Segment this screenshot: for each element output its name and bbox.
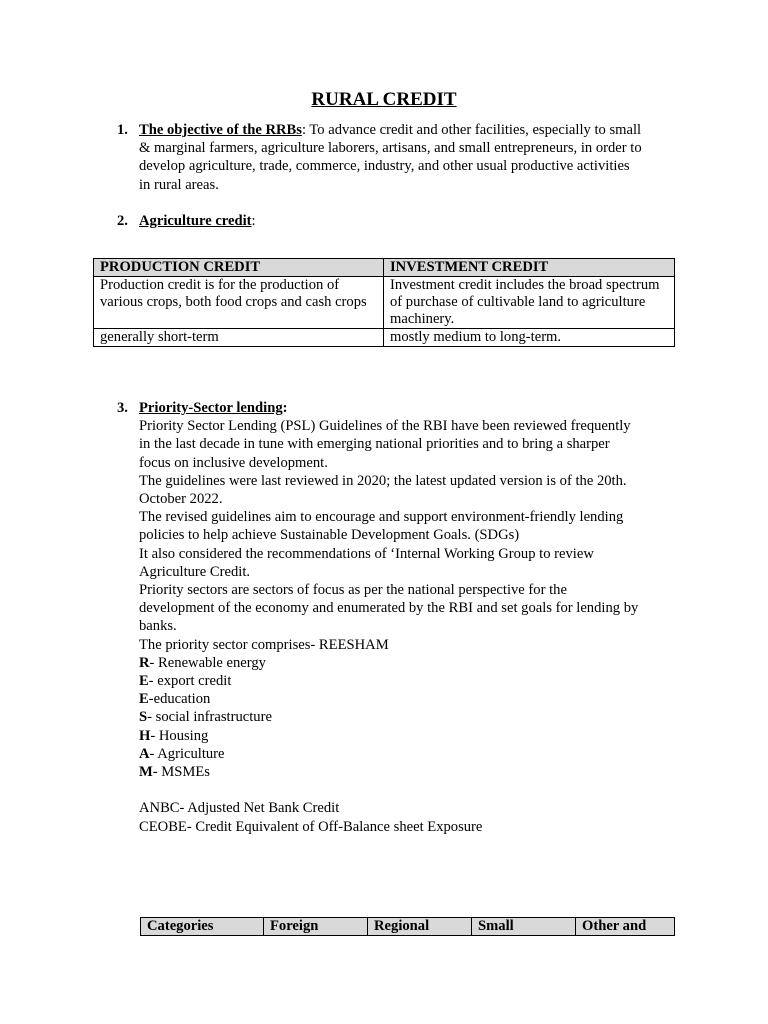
table-header-cell: Foreign <box>264 918 368 936</box>
reesham-text: - MSMEs <box>152 764 210 781</box>
abbreviation-line: ANBC- Adjusted Net Bank Credit <box>139 800 340 817</box>
reesham-item <box>139 727 679 745</box>
reesham-item <box>139 708 679 726</box>
paragraph-line: policies to help achieve Sustainable Development Goals. (SDGs) <box>139 527 520 544</box>
reesham-letter: H <box>139 727 151 744</box>
credit-table <box>93 258 675 347</box>
paragraph-line: Agriculture Credit. <box>139 563 251 580</box>
paragraph-line: : To advance credit and other facilities, especially to small <box>301 122 642 138</box>
table-row <box>94 329 675 347</box>
reesham-letter: E <box>139 673 149 690</box>
page-title: RURAL CREDIT <box>311 89 457 110</box>
table-row <box>94 277 675 329</box>
table-cell: generally short-term <box>94 329 384 347</box>
reesham-letter: S <box>139 709 148 726</box>
heading-suffix: : <box>282 400 288 416</box>
reesham-item <box>139 745 679 763</box>
table-header-cell: Categories <box>141 918 264 936</box>
reesham-text: - social infrastructure <box>147 709 272 726</box>
abbreviation-line: CEOBE- Credit Equivalent of Off-Balance sheet Exposure <box>139 818 483 835</box>
reesham-text: - Housing <box>150 727 209 744</box>
heading-suffix: : <box>251 213 256 229</box>
paragraph-line: The revised guidelines aim to encourage and support environment-friendly lending <box>139 509 624 526</box>
table-cell: Production credit is for the production of various crops, both food crops and cash crops <box>94 277 384 329</box>
reesham-letter: A <box>139 745 150 762</box>
reesham-item <box>139 672 679 690</box>
paragraph-line: in rural areas. <box>139 176 219 193</box>
table-header-cell: PRODUCTION CREDIT <box>94 259 384 277</box>
table-header-cell: INVESTMENT CREDIT <box>384 259 675 277</box>
reesham-letter: E <box>139 691 149 708</box>
reesham-text: - export credit <box>148 673 232 690</box>
section-number: 3. <box>117 400 128 416</box>
paragraph-line: Priority Sector Lending (PSL) Guidelines of the RBI have been reviewed frequently <box>139 418 631 435</box>
section-number: 1. <box>117 122 128 138</box>
reesham-text: - Agriculture <box>149 745 225 762</box>
paragraph-line: It also considered the recommendations of ‘Internal Working Group to review <box>139 545 594 562</box>
paragraph-line: The guidelines were last reviewed in 2020; the latest updated version is of the 20th. <box>139 472 627 489</box>
table-header-cell: Regional <box>368 918 472 936</box>
reesham-text: - Renewable energy <box>149 654 266 671</box>
section-heading: Agriculture credit <box>139 213 252 229</box>
table-header-cell: Other and <box>576 918 675 936</box>
reesham-item <box>139 690 679 708</box>
paragraph-line: banks. <box>139 618 177 635</box>
table-header-cell: Small <box>472 918 576 936</box>
section-heading: Priority-Sector lending <box>139 400 283 416</box>
paragraph-line: October 2022. <box>139 491 223 508</box>
paragraph-line: The priority sector comprises- REESHAM <box>139 636 389 653</box>
categories-table <box>140 917 675 936</box>
paragraph-line: development of the economy and enumerated by the RBI and set goals for lending by <box>139 600 639 617</box>
table-cell: Investment credit includes the broad spectrum of purchase of cultivable land to agriculture machinery. <box>384 277 675 329</box>
section-number: 2. <box>117 213 128 229</box>
paragraph-line: Priority sectors are sectors of focus as per the national perspective for the <box>139 582 567 599</box>
table-header-row <box>141 918 675 936</box>
paragraph-line: & marginal farmers, agriculture laborers, artisans, and small entrepreneurs, in order to <box>139 140 642 157</box>
paragraph-line: develop agriculture, trade, commerce, industry, and other usual productive activities <box>139 158 630 175</box>
paragraph-line: focus on inclusive development. <box>139 454 328 471</box>
table-cell: mostly medium to long-term. <box>384 329 675 347</box>
table-header-row <box>94 259 675 277</box>
reesham-text: -education <box>148 691 211 708</box>
section-heading: The objective of the RRBs <box>139 122 302 138</box>
reesham-letter: R <box>139 654 150 671</box>
paragraph-line: in the last decade in tune with emerging national priorities and to bring a sharper <box>139 436 610 453</box>
reesham-item <box>139 654 679 672</box>
reesham-item <box>139 763 679 781</box>
reesham-letter: M <box>139 764 153 781</box>
